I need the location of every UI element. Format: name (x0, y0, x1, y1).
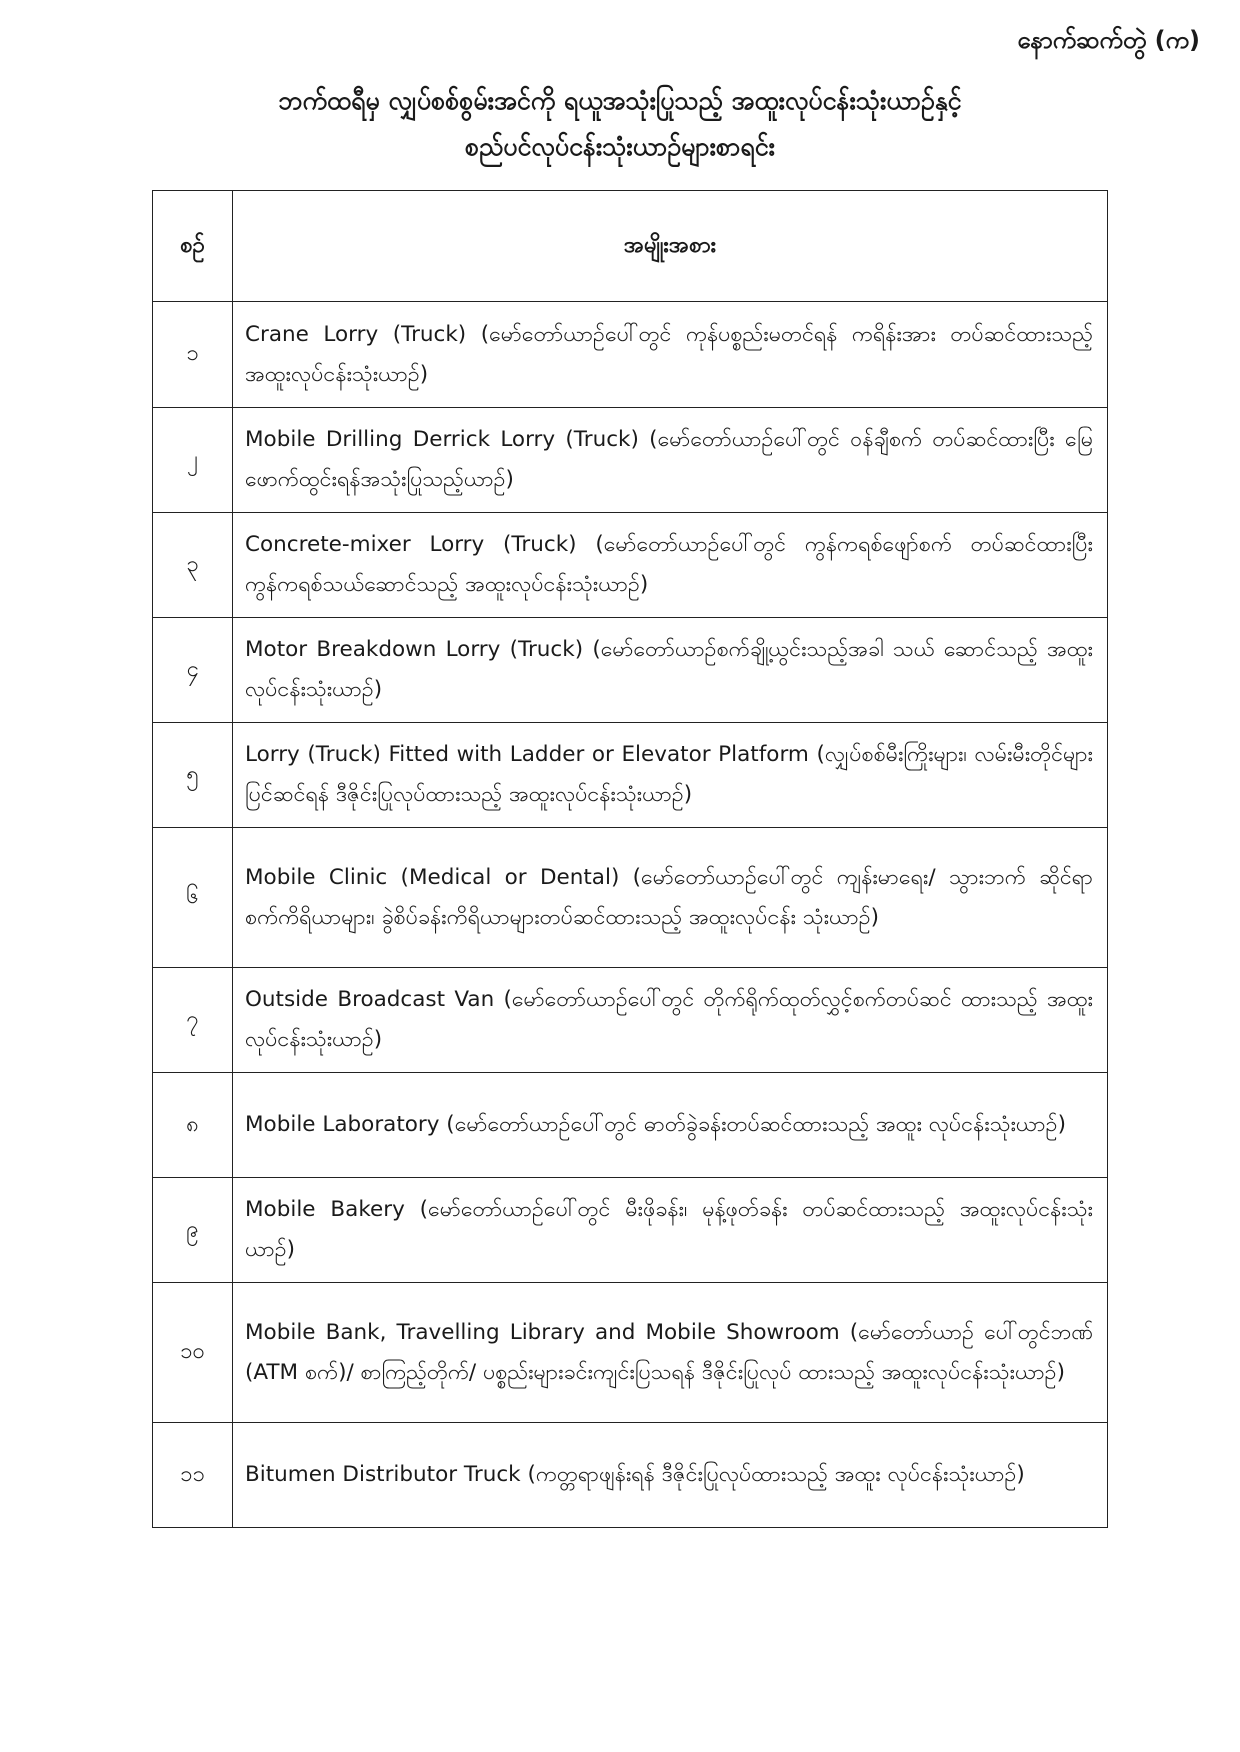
row-description: Concrete-mixer Lorry (Truck) (မော်တော်ယာဉ်ပေါ်တွင် ကွန်ကရစ်ဖျော်စက် တပ်ဆင်ထားပြီး ကွန်ကရစ်သယ်ဆောင်သည့် အထူးလုပ်ငန်းသုံးယာဉ်) (233, 513, 1108, 618)
row-description: Mobile Bank, Travelling Library and Mobile Showroom (မော်တော်ယာဉ် ပေါ်တွင်ဘဏ် (ATM စက်)/ စာကြည့်တိုက်/ ပစ္စည်းများခင်းကျင်းပြသရန် ဒီဇိုင်းပြုလုပ် ထားသည့် အထူးလုပ်ငန်းသုံးယာဉ်) (233, 1283, 1108, 1423)
table-row (153, 302, 1108, 408)
table-row (153, 1178, 1108, 1283)
row-number: ၁ (153, 302, 233, 408)
row-description: Bitumen Distributor Truck (ကတ္တရာဖျန်းရန် ဒီဇိုင်းပြုလုပ်ထားသည့် အထူး လုပ်ငန်းသုံးယာဉ်) (233, 1423, 1108, 1528)
row-description: Mobile Laboratory (မော်တော်ယာဉ်ပေါ်တွင် ဓာတ်ခွဲခန်းတပ်ဆင်ထားသည့် အထူး လုပ်ငန်းသုံးယာဉ်) (233, 1073, 1108, 1178)
table-row (153, 1283, 1108, 1423)
row-description: Crane Lorry (Truck) (မော်တော်ယာဉ်ပေါ်တွင် ကုန်ပစ္စည်းမတင်ရန် ကရိန်းအား တပ်ဆင်ထားသည့် အထူးလုပ်ငန်းသုံးယာဉ်) (233, 302, 1108, 408)
column-header-number: စဉ် (153, 191, 233, 302)
row-number: ၃ (153, 513, 233, 618)
column-header-type: အမျိုးအစား (233, 191, 1108, 302)
title-line-1: ဘက်ထရီမှ လျှပ်စစ်စွမ်းအင်ကို ရယူအသုံးပြုသည့် အထူးလုပ်ငန်းသုံးယာဉ်နှင့် (278, 86, 962, 115)
row-number: ၉ (153, 1178, 233, 1283)
row-number: ၆ (153, 828, 233, 968)
row-description: Motor Breakdown Lorry (Truck) (မော်တော်ယာဉ်စက်ချို့ယွင်းသည့်အခါ သယ် ဆောင်သည့် အထူးလုပ်ငန်းသုံးယာဉ်) (233, 618, 1108, 723)
table-row (153, 968, 1108, 1073)
row-description: Mobile Clinic (Medical or Dental) (မော်တော်ယာဉ်ပေါ်တွင် ကျန်းမာရေး/ သွားဘက် ဆိုင်ရာ စက်ကိရိယာများ၊ ခွဲစိပ်ခန်းကိရိယာများတပ်ဆင်ထားသည့် အထူးလုပ်ငန်း သုံးယာဉ်) (233, 828, 1108, 968)
row-number: ၄ (153, 618, 233, 723)
table-row (153, 828, 1108, 968)
document-title (0, 78, 1240, 170)
row-description: Lorry (Truck) Fitted with Ladder or Elevator Platform (လျှပ်စစ်မီးကြိုးများ၊ လမ်းမီးတိုင်များပြင်ဆင်ရန် ဒီဇိုင်းပြုလုပ်ထားသည့် အထူးလုပ်ငန်းသုံးယာဉ်) (233, 723, 1108, 828)
row-description: Mobile Drilling Derrick Lorry (Truck) (မော်တော်ယာဉ်ပေါ်တွင် ဝန်ချီစက် တပ်ဆင်ထားပြီး မြေဖောက်ထွင်းရန်အသုံးပြုသည့်ယာဉ်) (233, 408, 1108, 513)
annex-label: နောက်ဆက်တွဲ (က) (1017, 26, 1200, 54)
row-number: ၅ (153, 723, 233, 828)
table-row (153, 513, 1108, 618)
title-line-2: စည်ပင်လုပ်ငန်းသုံးယာဉ်များစာရင်း (465, 132, 775, 161)
row-number: ၈ (153, 1073, 233, 1178)
row-number: ၇ (153, 968, 233, 1073)
table-row (153, 618, 1108, 723)
table-body (153, 302, 1108, 1528)
table-header-row (153, 191, 1108, 302)
table-row (153, 1073, 1108, 1178)
table-row (153, 1423, 1108, 1528)
row-number: ၁၀ (153, 1283, 233, 1423)
table-row (153, 723, 1108, 828)
row-number: ၁၁ (153, 1423, 233, 1528)
row-number: ၂ (153, 408, 233, 513)
row-description: Mobile Bakery (မော်တော်ယာဉ်ပေါ်တွင် မီးဖိုခန်း၊ မုန့်ဖုတ်ခန်း တပ်ဆင်ထားသည့် အထူးလုပ်ငန်းသုံးယာဉ်) (233, 1178, 1108, 1283)
table-row (153, 408, 1108, 513)
vehicle-table (152, 190, 1108, 1528)
row-description: Outside Broadcast Van (မော်တော်ယာဉ်ပေါ်တွင် တိုက်ရိုက်ထုတ်လွှင့်စက်တပ်ဆင် ထားသည့် အထူးလုပ်ငန်းသုံးယာဉ်) (233, 968, 1108, 1073)
